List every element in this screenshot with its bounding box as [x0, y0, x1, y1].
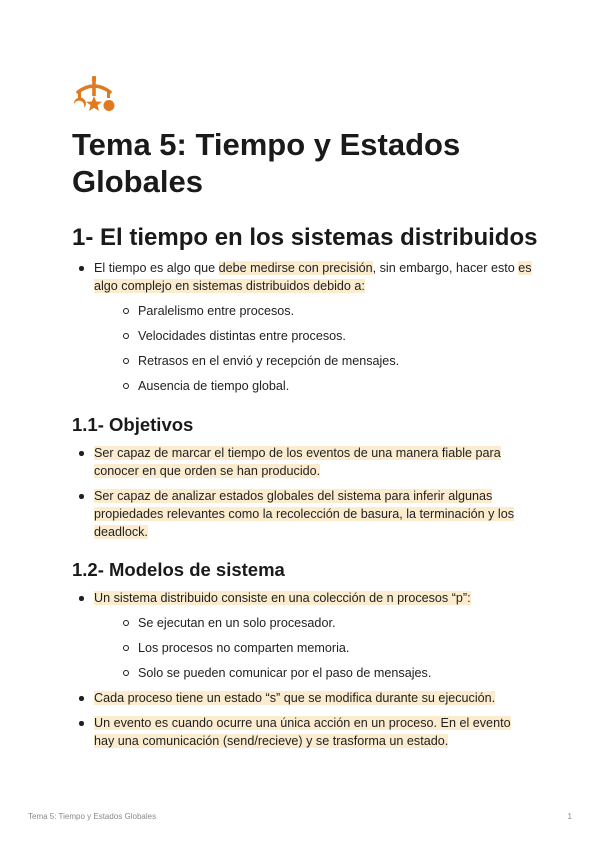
sub-list-item: Los procesos no comparten memoria.	[94, 639, 532, 657]
sub-list-item: Se ejecutan en un solo procesador.	[94, 614, 532, 632]
logo-icon	[72, 76, 116, 112]
text-span: , sin embargo, hacer esto	[372, 261, 519, 275]
highlight-span: Cada proceso tiene un estado “s” que se modifica durante su ejecución.	[94, 691, 496, 705]
highlight-span: Un sistema distribuido consiste en una colección de n procesos “p”:	[94, 591, 471, 605]
section-1-heading: 1- El tiempo en los sistemas distribuidos	[72, 224, 538, 251]
footer-title: Tema 5: Tiempo y Estados Globales	[28, 812, 157, 821]
list-item	[72, 589, 532, 682]
highlight-span: debe medirse con precisión	[218, 261, 373, 275]
section-1-1-heading: 1.1- Objetivos	[72, 414, 194, 435]
section-1-1-list	[72, 444, 532, 541]
page-number: 1	[567, 812, 572, 821]
sub-list-item: Velocidades distintas entre procesos.	[94, 327, 532, 345]
text-span: El tiempo es algo que	[94, 261, 219, 275]
list-item	[72, 714, 532, 750]
list-item	[72, 259, 532, 395]
highlight-span: Ser capaz de marcar el tiempo de los eventos de una manera fiable para conocer en que orden se han producido.	[94, 446, 501, 478]
sub-list	[94, 614, 532, 682]
list-item	[72, 487, 532, 541]
section-1-2-list	[72, 589, 532, 750]
list-item	[72, 689, 532, 707]
highlight-span: es algo complejo en sistemas distribuidos debido a:	[94, 261, 532, 293]
sub-list-item: Paralelismo entre procesos.	[94, 302, 532, 320]
section-1-list	[72, 259, 532, 395]
section-1-2-heading: 1.2- Modelos de sistema	[72, 559, 285, 580]
highlight-span: Ser capaz de analizar estados globales del sistema para inferir algunas propiedades relevantes como la recolección de basura, la terminación y los deadlock.	[94, 489, 515, 539]
highlight-span: Un evento es cuando ocurre una única acción en un proceso. En el evento hay una comunicación (send/recieve) y se trasforma un estado.	[94, 716, 511, 748]
sub-list	[94, 302, 532, 395]
sub-list-item: Ausencia de tiempo global.	[94, 377, 532, 395]
sub-list-item: Solo se pueden comunicar por el paso de mensajes.	[94, 664, 532, 682]
page-title: Tema 5: Tiempo y Estados Globales	[72, 127, 461, 199]
sub-list-item: Retrasos en el envió y recepción de mensajes.	[94, 352, 532, 370]
list-item	[72, 444, 532, 480]
